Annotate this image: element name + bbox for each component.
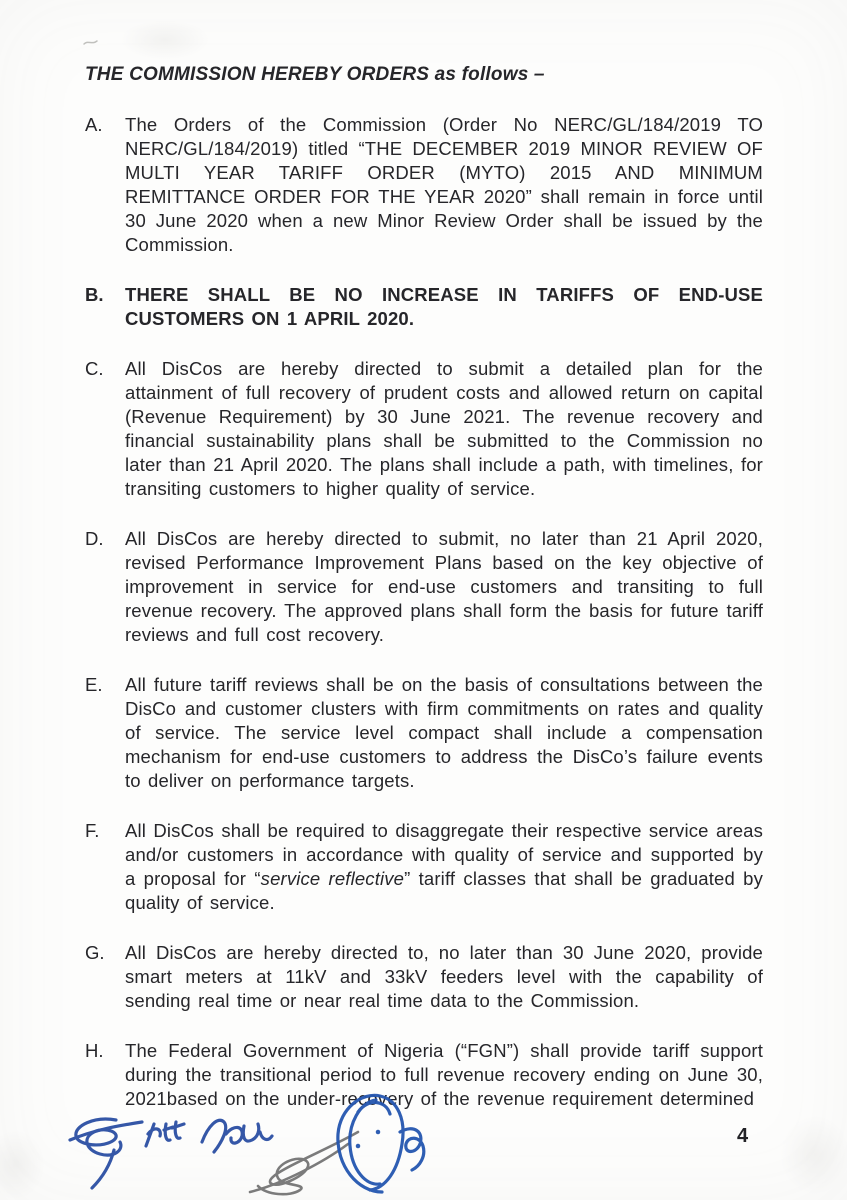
signature-left-strokes xyxy=(70,1119,272,1188)
paragraph-text: THERE SHALL BE NO INCREASE IN TARIFFS OF END-USE CUSTOMERS ON 1 APRIL 2020. xyxy=(125,284,763,329)
scan-smudge xyxy=(0,1130,45,1200)
signature-right xyxy=(326,1090,436,1196)
paragraph-letter: D. xyxy=(85,528,104,549)
paragraph-letter: C. xyxy=(85,358,104,379)
paragraph-letter: A. xyxy=(85,114,103,135)
paragraph-letter: E. xyxy=(85,674,103,695)
scan-smudge xyxy=(120,20,210,60)
paragraph-text: The Federal Government of Nigeria (“FGN”) shall provide tariff support during the transitional period to full revenue recovery ending on June 30, 2021based on the under-recovery of the revenue requirement determined xyxy=(125,1040,763,1109)
page-number: 4 xyxy=(737,1125,749,1147)
document-body xyxy=(85,64,763,1137)
paragraph-text: All DisCos are hereby directed to, no later than 30 June 2020, provide smart meters at 11kV and 33kV feeders level with the capability of sending real time or near real time data to the Commission. xyxy=(125,942,763,1011)
orders-heading: THE COMMISSION HEREBY ORDERS as follows – xyxy=(85,64,545,85)
paragraph-letter: G. xyxy=(85,942,105,963)
scan-smudge xyxy=(780,1115,847,1195)
scan-artifact-mark xyxy=(82,38,100,48)
order-list xyxy=(85,113,763,1111)
order-paragraph xyxy=(85,819,763,915)
order-paragraph xyxy=(85,357,763,501)
paragraph-text: All DisCos are hereby directed to submit a detailed plan for the attainment of full recovery of prudent costs and allowed return on capital (Revenue Requirement) by 30 June 2021. The revenue recovery and financial sustainability plans shall be submitted to the Commission no later than 21 April 2020. The plans shall include a path, with timelines, for transiting customers to higher quality of service. xyxy=(125,358,763,499)
paragraph-letter: F. xyxy=(85,820,100,841)
order-paragraph xyxy=(85,527,763,647)
order-paragraph xyxy=(85,113,763,257)
paragraph-letter: H. xyxy=(85,1040,104,1061)
paragraph-letter: B. xyxy=(85,284,104,305)
order-paragraph xyxy=(85,941,763,1013)
paragraph-text: All DisCos shall be required to disaggregate their respective service areas and/or customers in accordance with quality of service and supported by a proposal for “service reflective” tariff classes that shall be graduated by quality of service. xyxy=(125,820,763,913)
paragraph-text: The Orders of the Commission (Order No NERC/GL/184/2019 TO NERC/GL/184/2019) titled “THE DECEMBER 2019 MINOR REVIEW OF MULTI YEAR TARIFF ORDER (MYTO) 2015 AND MINIMUM REMITTANCE ORDER FOR THE YEAR 2020” shall remain in force until 30 June 2020 when a new Minor Review Order shall be issued by the Commission. xyxy=(125,114,763,255)
order-paragraph xyxy=(85,673,763,793)
order-paragraph xyxy=(85,283,763,331)
paragraph-text: All DisCos are hereby directed to submit, no later than 21 April 2020, revised Performance Improvement Plans based on the key objective of improvement in service for end-use customers and transiting to full revenue recovery. The approved plans shall form the basis for future tariff reviews and full cost recovery. xyxy=(125,528,763,645)
signature-right-strokes xyxy=(338,1095,424,1192)
paragraph-text: All future tariff reviews shall be on the basis of consultations between the DisCo and customer clusters with firm commitments on rates and quality of service. The service level compact shall include a compensation mechanism for end-use customers to address the DisCo’s failure events to deliver on performance targets. xyxy=(125,674,763,791)
